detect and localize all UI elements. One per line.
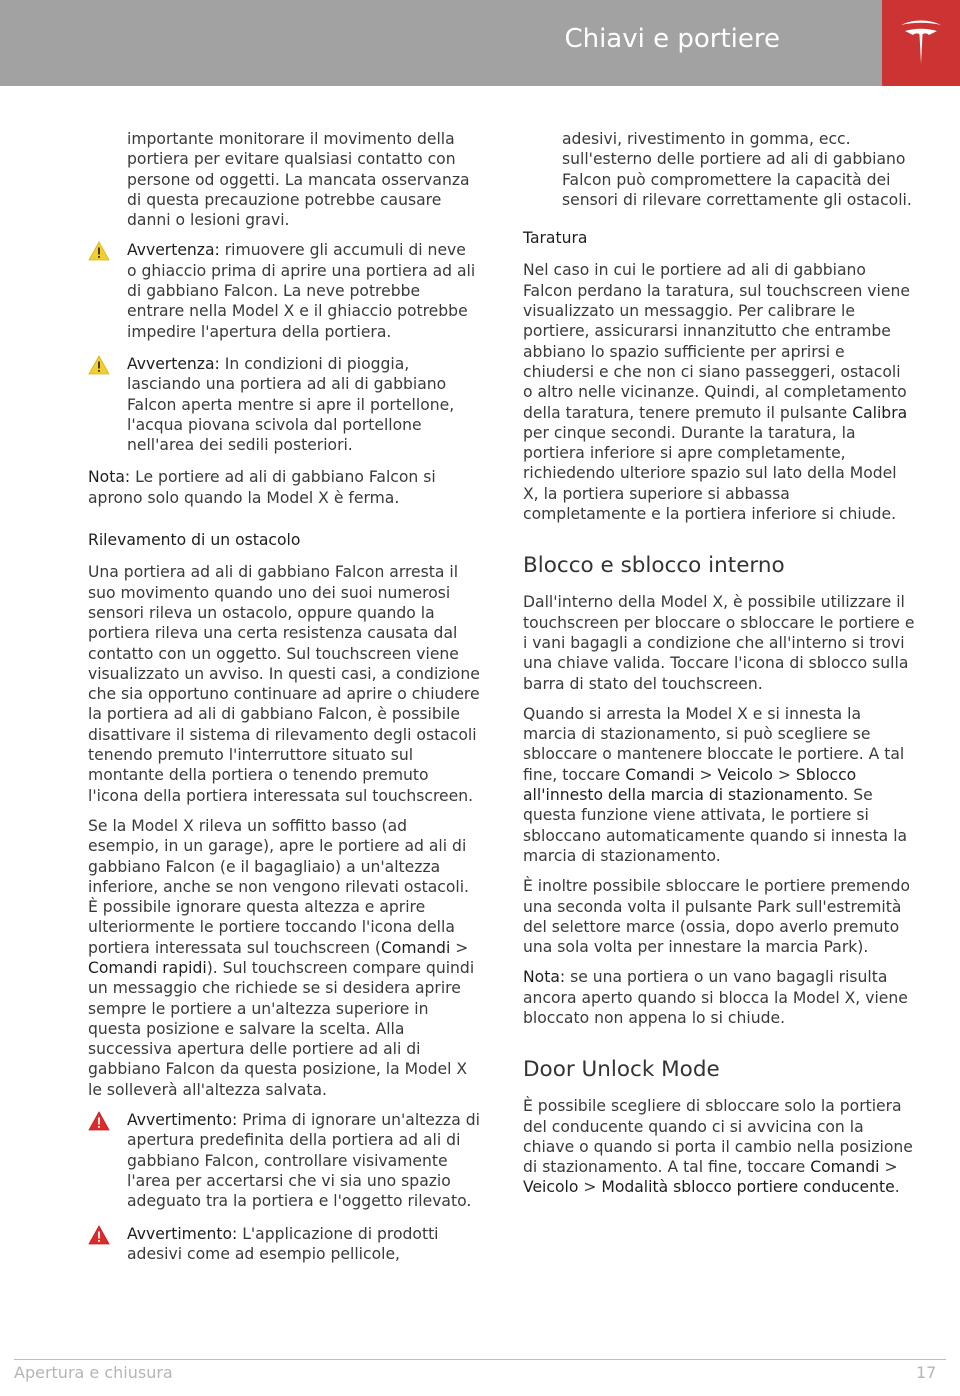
low-ceiling-paragraph: Se la Model X rileva un soffitto basso (ad esempio, in un garage), apre le portiere ad ali di gabbiano Falcon (e il bagagliaio) a un'altezza inferiore, anche se non vengono rilevati ostacoli. È possibile ignorare questa altezza e aprire ulteriormente le portiere toccando l'icona della portiera interessata sul touchscreen (Comandi > Comandi rapidi). Sul touchscreen compare quindi un messaggio che richiede se si desidera aprire sempre le portiere a un'altezza superiore in questa posizione e salvare la scelta. Alla successiva apertura delle portiere ad ali di gabbiano Falcon da questa posizione, la Model X le solleverà all'altezza salvata. [88, 816, 475, 1099]
logo [882, 0, 960, 86]
ui-path-driver-unlock-mode: Modalità sblocco portiere conducente [601, 1178, 895, 1197]
note-text: Le portiere ad ali di gabbiano Falcon si aprono solo quando la Model X è ferma. [88, 468, 436, 507]
page-title: Chiavi e portiere [564, 24, 780, 54]
caution-callout [88, 1224, 480, 1265]
ui-button-calibrate: Calibra [852, 403, 908, 422]
ui-path-controls: Comandi [810, 1158, 880, 1177]
warning-callout [88, 354, 480, 455]
ui-path-park-unlock: Sblocco all'innesto della marcia di stazionamento [523, 765, 857, 805]
right-column [523, 129, 915, 1208]
door-unlock-heading: Door Unlock Mode [523, 1057, 720, 1083]
note-paragraph [88, 467, 480, 508]
caution-label: Avvertimento: [127, 1111, 238, 1130]
footer-divider [14, 1359, 946, 1360]
lock-paragraph: Dall'interno della Model X, è possibile utilizzare il touchscreen per bloccare o sbloccare le portiere e i vani bagagli a condizione che all'interno si trovi una chiave valida. Toccare l'icona di sblocco sulla barra di stato del touchscreen. [523, 593, 915, 693]
ui-path-controls: Comandi [381, 938, 451, 957]
caution-text: L'applicazione di prodotti adesivi come ad esempio pellicole, [127, 1224, 439, 1263]
door-unlock-paragraph: È possibile scegliere di sbloccare solo la portiera del conducente quando ci si avvicina con la chiave o quando si porta il cambio nella posizione di stazionamento. A tal fine, toccare Comandi > Veicolo > Modalità sblocco portiere conducente. [523, 1097, 913, 1197]
warning-text: In condizioni di pioggia, lasciando una portiera ad ali di gabbiano Falcon aperta mentre si apre il portellone, l'acqua piovana scivola dal portellone nell'area dei sedili posteriori. [127, 354, 455, 455]
warning-label: Avvertenza: [127, 241, 220, 260]
note-text: se una portiera o un vano bagagli risulta ancora aperto quando si blocca la Model X, viene bloccato non appena lo si chiude. [523, 968, 908, 1027]
note-label: Nota: [88, 468, 131, 487]
tesla-logo-icon [899, 16, 943, 68]
obstacle-heading: Rilevamento di un ostacolo [88, 531, 301, 550]
caution-icon [88, 1225, 110, 1245]
warning-label: Avvertenza: [127, 354, 220, 373]
left-column [88, 129, 480, 1276]
page-number: 17 [916, 1363, 937, 1382]
caution-icon [88, 1111, 110, 1131]
park-button-paragraph: È inoltre possibile sbloccare le portiere premendo una seconda volta il pulsante Park sull'estremità del selettore marce (ossia, dopo averlo premuto una sola volta per innestare la marcia Park). [523, 877, 911, 957]
warning-callout [88, 240, 480, 341]
caution-text: Prima di ignorare un'altezza di apertura predefinita della portiera ad ali di gabbiano Falcon, controllare visivamente l'area per accertarsi che vi sia uno spazio adeguato tra la portiera e l'oggetto rilevato. [127, 1111, 480, 1211]
warning-text: rimuovere gli accumuli di neve o ghiaccio prima di aprire una portiera ad ali di gabbiano Falcon. La neve potrebbe entrare nella Model X e il ghiaccio potrebbe impedire l'apertura della portiera. [127, 241, 476, 341]
header-bar [0, 0, 882, 86]
lock-section-heading: Blocco e sblocco interno [523, 553, 785, 579]
warning-icon [88, 355, 110, 375]
caution-callout [88, 1110, 480, 1211]
caution-continuation: adesivi, rivestimento in gomma, ecc. sull'esterno delle portiere ad ali di gabbiano Falcon può compromettere la capacità dei sensori di rilevare correttamente gli ostacoli. [562, 130, 912, 209]
note-paragraph [523, 967, 915, 1028]
intro-paragraph: importante monitorare il movimento della portiera per evitare qualsiasi contatto con persone od oggetti. La mancata osservanza di questa precauzione potrebbe causare danni o lesioni gravi. [127, 130, 470, 230]
ui-path-vehicle: Veicolo [523, 1178, 579, 1197]
park-unlock-paragraph: Quando si arresta la Model X e si innesta la marcia di stazionamento, si può scegliere se sbloccare o mantenere bloccate le portiere. A tal fine, toccare Comandi > Veicolo > Sblocco all'innesto della marcia di stazionamento. Se questa funzione viene attivata, le portiere si sbloccano automaticamente quando si innesta la marcia di stazionamento. [523, 704, 908, 865]
calibration-heading: Taratura [523, 229, 588, 248]
ui-path-vehicle: Veicolo [717, 765, 773, 784]
calibration-paragraph: Nel caso in cui le portiere ad ali di gabbiano Falcon perdano la taratura, sul touchscreen viene visualizzato un messaggio. Per calibrare le portiere, assicurarsi innanzitutto che entrambe abbiano lo spazio sufficiente per aprirsi e chiudersi e che non ci siano passeggeri, ostacoli o altro nelle vicinanze. Quindi, al completamento della taratura, tenere premuto il pulsante Calibra per cinque secondi. Durante la taratura, la portiera inferiore si apre completamente, richiedendo ulteriore spazio sul lato della Model X, la portiera superiore si abbassa completamente e la portiera inferiore si chiude. [523, 261, 910, 524]
obstacle-paragraph: Una portiera ad ali di gabbiano Falcon arresta il suo movimento quando uno dei suoi numerosi sensori rileva un ostacolo, oppure quando la portiera rileva una certa resistenza causata dal contatto con un oggetto. Sul touchscreen viene visualizzato un avviso. In questi casi, a condizione che sia opportuno continuare ad aprire o chiudere la portiera ad ali di gabbiano Falcon, è possibile disattivare il sistema di rilevamento degli ostacoli tenendo premuto l'interruttore situato sul montante della portiera o tenendo premuto l'icona della portiera interessata sul touchscreen. [88, 563, 480, 805]
warning-icon [88, 241, 110, 261]
caution-label: Avvertimento: [127, 1224, 238, 1243]
ui-path-quick-controls: Comandi rapidi [88, 958, 207, 977]
footer-section: Apertura e chiusura [14, 1363, 173, 1382]
note-label: Nota: [523, 968, 566, 987]
ui-path-controls: Comandi [625, 765, 695, 784]
